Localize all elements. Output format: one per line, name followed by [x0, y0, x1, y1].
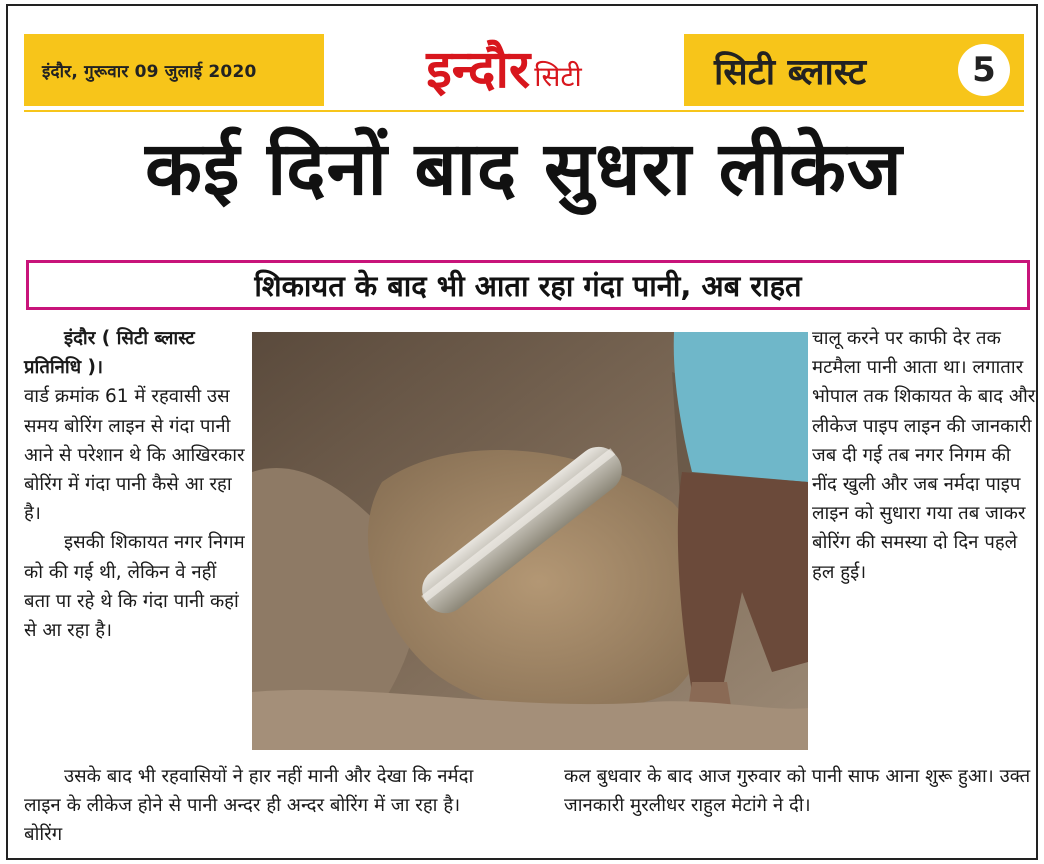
article-bottom-right [564, 762, 1034, 820]
article-paragraph: वार्ड क्रमांक 61 में रहवासी उस समय बोरिंग लाइन से गंदा पानी आने से परेशान थे कि आखिरकार बोरिंग में गंदा पानी कैसे आ रहा है। [24, 386, 245, 525]
masthead [24, 34, 1024, 108]
brand-logo [324, 34, 684, 106]
news-photo [252, 332, 808, 750]
section-name: सिटी ब्लास्ट [714, 51, 867, 93]
article-paragraph: इसकी शिकायत नगर निगम को की गई थी, लेकिन वे नहीं बता पा रहे थे कि गंदा पानी कहां से आ रहा है। [24, 532, 245, 642]
newspaper-page [6, 4, 1038, 860]
section-band [684, 34, 1024, 106]
article-paragraph: कल बुधवार के बाद आज गुरुवार को पानी साफ आना शुरू हुआ। उक्त जानकारी मुरलीधर राहुल मेटांगे ने दी। [564, 766, 1031, 817]
headline: कई दिनों बाद सुधरा लीकेज [145, 126, 903, 212]
masthead-divider [24, 110, 1024, 112]
brand-subname: सिटी [534, 60, 582, 93]
article-right-column [812, 324, 1038, 587]
subheadline: शिकायत के बाद भी आता रहा गंदा पानी, अब राहत [254, 268, 802, 303]
article-bottom-left [24, 762, 500, 850]
brand-name: इन्दौर [426, 40, 531, 100]
page-number-badge: 5 [958, 44, 1010, 96]
article-paragraph: उसके बाद भी रहवासियों ने हार नहीं मानी और देखा कि नर्मदा लाइन के लीकेज होने से पानी अन्दर ही अन्दर बोरिंग में जा रहा है। बोरिंग [24, 766, 474, 846]
edition-date: इंदौर, गुरूवार 09 जुलाई 2020 [42, 61, 257, 82]
subheadline-box [26, 260, 1030, 310]
article-left-column [24, 324, 246, 645]
article-dateline: इंदौर ( सिटी ब्लास्ट प्रतिनिधि )। [24, 328, 195, 379]
date-band [24, 34, 324, 106]
article-paragraph: चालू करने पर काफी देर तक मटमैला पानी आता था। लगातार भोपाल तक शिकायत के बाद और लीकेज पाइप लाइन की जानकारी जब दी गई तब नगर निगम की नींद खुली और जब नर्मदा पाइप लाइन को सुधारा गया तब जाकर बोरिंग की समस्या दो दिन पहले हल हुई। [812, 328, 1036, 583]
